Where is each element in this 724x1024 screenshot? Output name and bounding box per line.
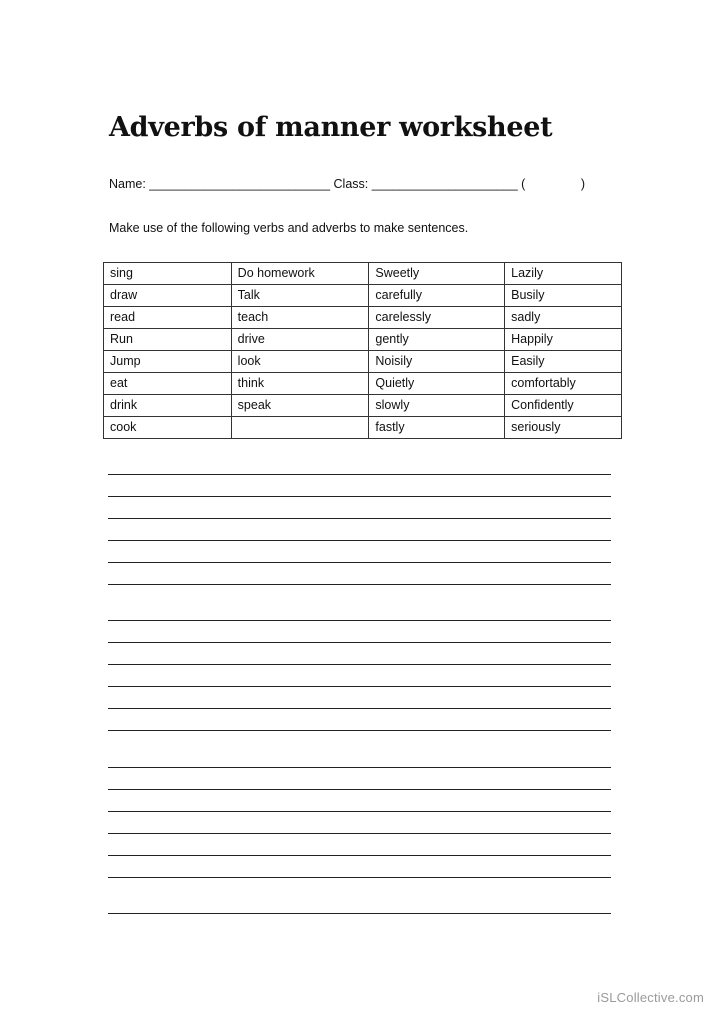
table-cell: Happily bbox=[505, 329, 622, 351]
writing-line[interactable] bbox=[108, 855, 611, 856]
table-cell bbox=[231, 417, 369, 439]
writing-line[interactable] bbox=[108, 620, 611, 621]
table-cell: speak bbox=[231, 395, 369, 417]
table-row bbox=[104, 373, 622, 395]
table-cell: eat bbox=[104, 373, 232, 395]
writing-line[interactable] bbox=[108, 540, 611, 541]
writing-line[interactable] bbox=[108, 642, 611, 643]
table-cell: drink bbox=[104, 395, 232, 417]
page-title: Adverbs of manner worksheet bbox=[109, 112, 553, 143]
writing-line[interactable] bbox=[108, 664, 611, 665]
table-cell: Jump bbox=[104, 351, 232, 373]
table-cell: read bbox=[104, 307, 232, 329]
writing-line[interactable] bbox=[108, 474, 611, 475]
table-cell: comfortably bbox=[505, 373, 622, 395]
writing-line[interactable] bbox=[108, 730, 611, 731]
writing-line[interactable] bbox=[108, 767, 611, 768]
table-row bbox=[104, 395, 622, 417]
table-cell: slowly bbox=[369, 395, 505, 417]
table-cell: Easily bbox=[505, 351, 622, 373]
writing-line[interactable] bbox=[108, 811, 611, 812]
writing-line[interactable] bbox=[108, 496, 611, 497]
table-cell: cook bbox=[104, 417, 232, 439]
site-watermark: iSLCollective.com bbox=[597, 990, 704, 1005]
table-cell: fastly bbox=[369, 417, 505, 439]
table-cell: Confidently bbox=[505, 395, 622, 417]
name-class-line: Name: __________________________ Class: _____________________ ( ) bbox=[109, 177, 586, 191]
table-row bbox=[104, 285, 622, 307]
writing-line[interactable] bbox=[108, 708, 611, 709]
table-cell: Do homework bbox=[231, 263, 369, 285]
writing-line[interactable] bbox=[108, 913, 611, 914]
writing-line[interactable] bbox=[108, 877, 611, 878]
table-row bbox=[104, 417, 622, 439]
table-row bbox=[104, 307, 622, 329]
writing-line[interactable] bbox=[108, 833, 611, 834]
writing-line[interactable] bbox=[108, 789, 611, 790]
table-cell: Busily bbox=[505, 285, 622, 307]
table-cell: draw bbox=[104, 285, 232, 307]
table-cell: sadly bbox=[505, 307, 622, 329]
table-cell: Run bbox=[104, 329, 232, 351]
table-cell: look bbox=[231, 351, 369, 373]
writing-line[interactable] bbox=[108, 686, 611, 687]
table-cell: Talk bbox=[231, 285, 369, 307]
table-cell: Sweetly bbox=[369, 263, 505, 285]
table-cell: carefully bbox=[369, 285, 505, 307]
writing-line[interactable] bbox=[108, 562, 611, 563]
table-row bbox=[104, 351, 622, 373]
table-cell: Lazily bbox=[505, 263, 622, 285]
table-cell: gently bbox=[369, 329, 505, 351]
table-row bbox=[104, 263, 622, 285]
writing-line[interactable] bbox=[108, 584, 611, 585]
table-cell: Quietly bbox=[369, 373, 505, 395]
vocabulary-table bbox=[103, 262, 622, 439]
table-cell: think bbox=[231, 373, 369, 395]
table-row bbox=[104, 329, 622, 351]
writing-line[interactable] bbox=[108, 518, 611, 519]
table-cell: seriously bbox=[505, 417, 622, 439]
instruction-text: Make use of the following verbs and adverbs to make sentences. bbox=[109, 221, 469, 235]
table-cell: sing bbox=[104, 263, 232, 285]
table-cell: Noisily bbox=[369, 351, 505, 373]
table-cell: teach bbox=[231, 307, 369, 329]
table-cell: carelessly bbox=[369, 307, 505, 329]
table-cell: drive bbox=[231, 329, 369, 351]
